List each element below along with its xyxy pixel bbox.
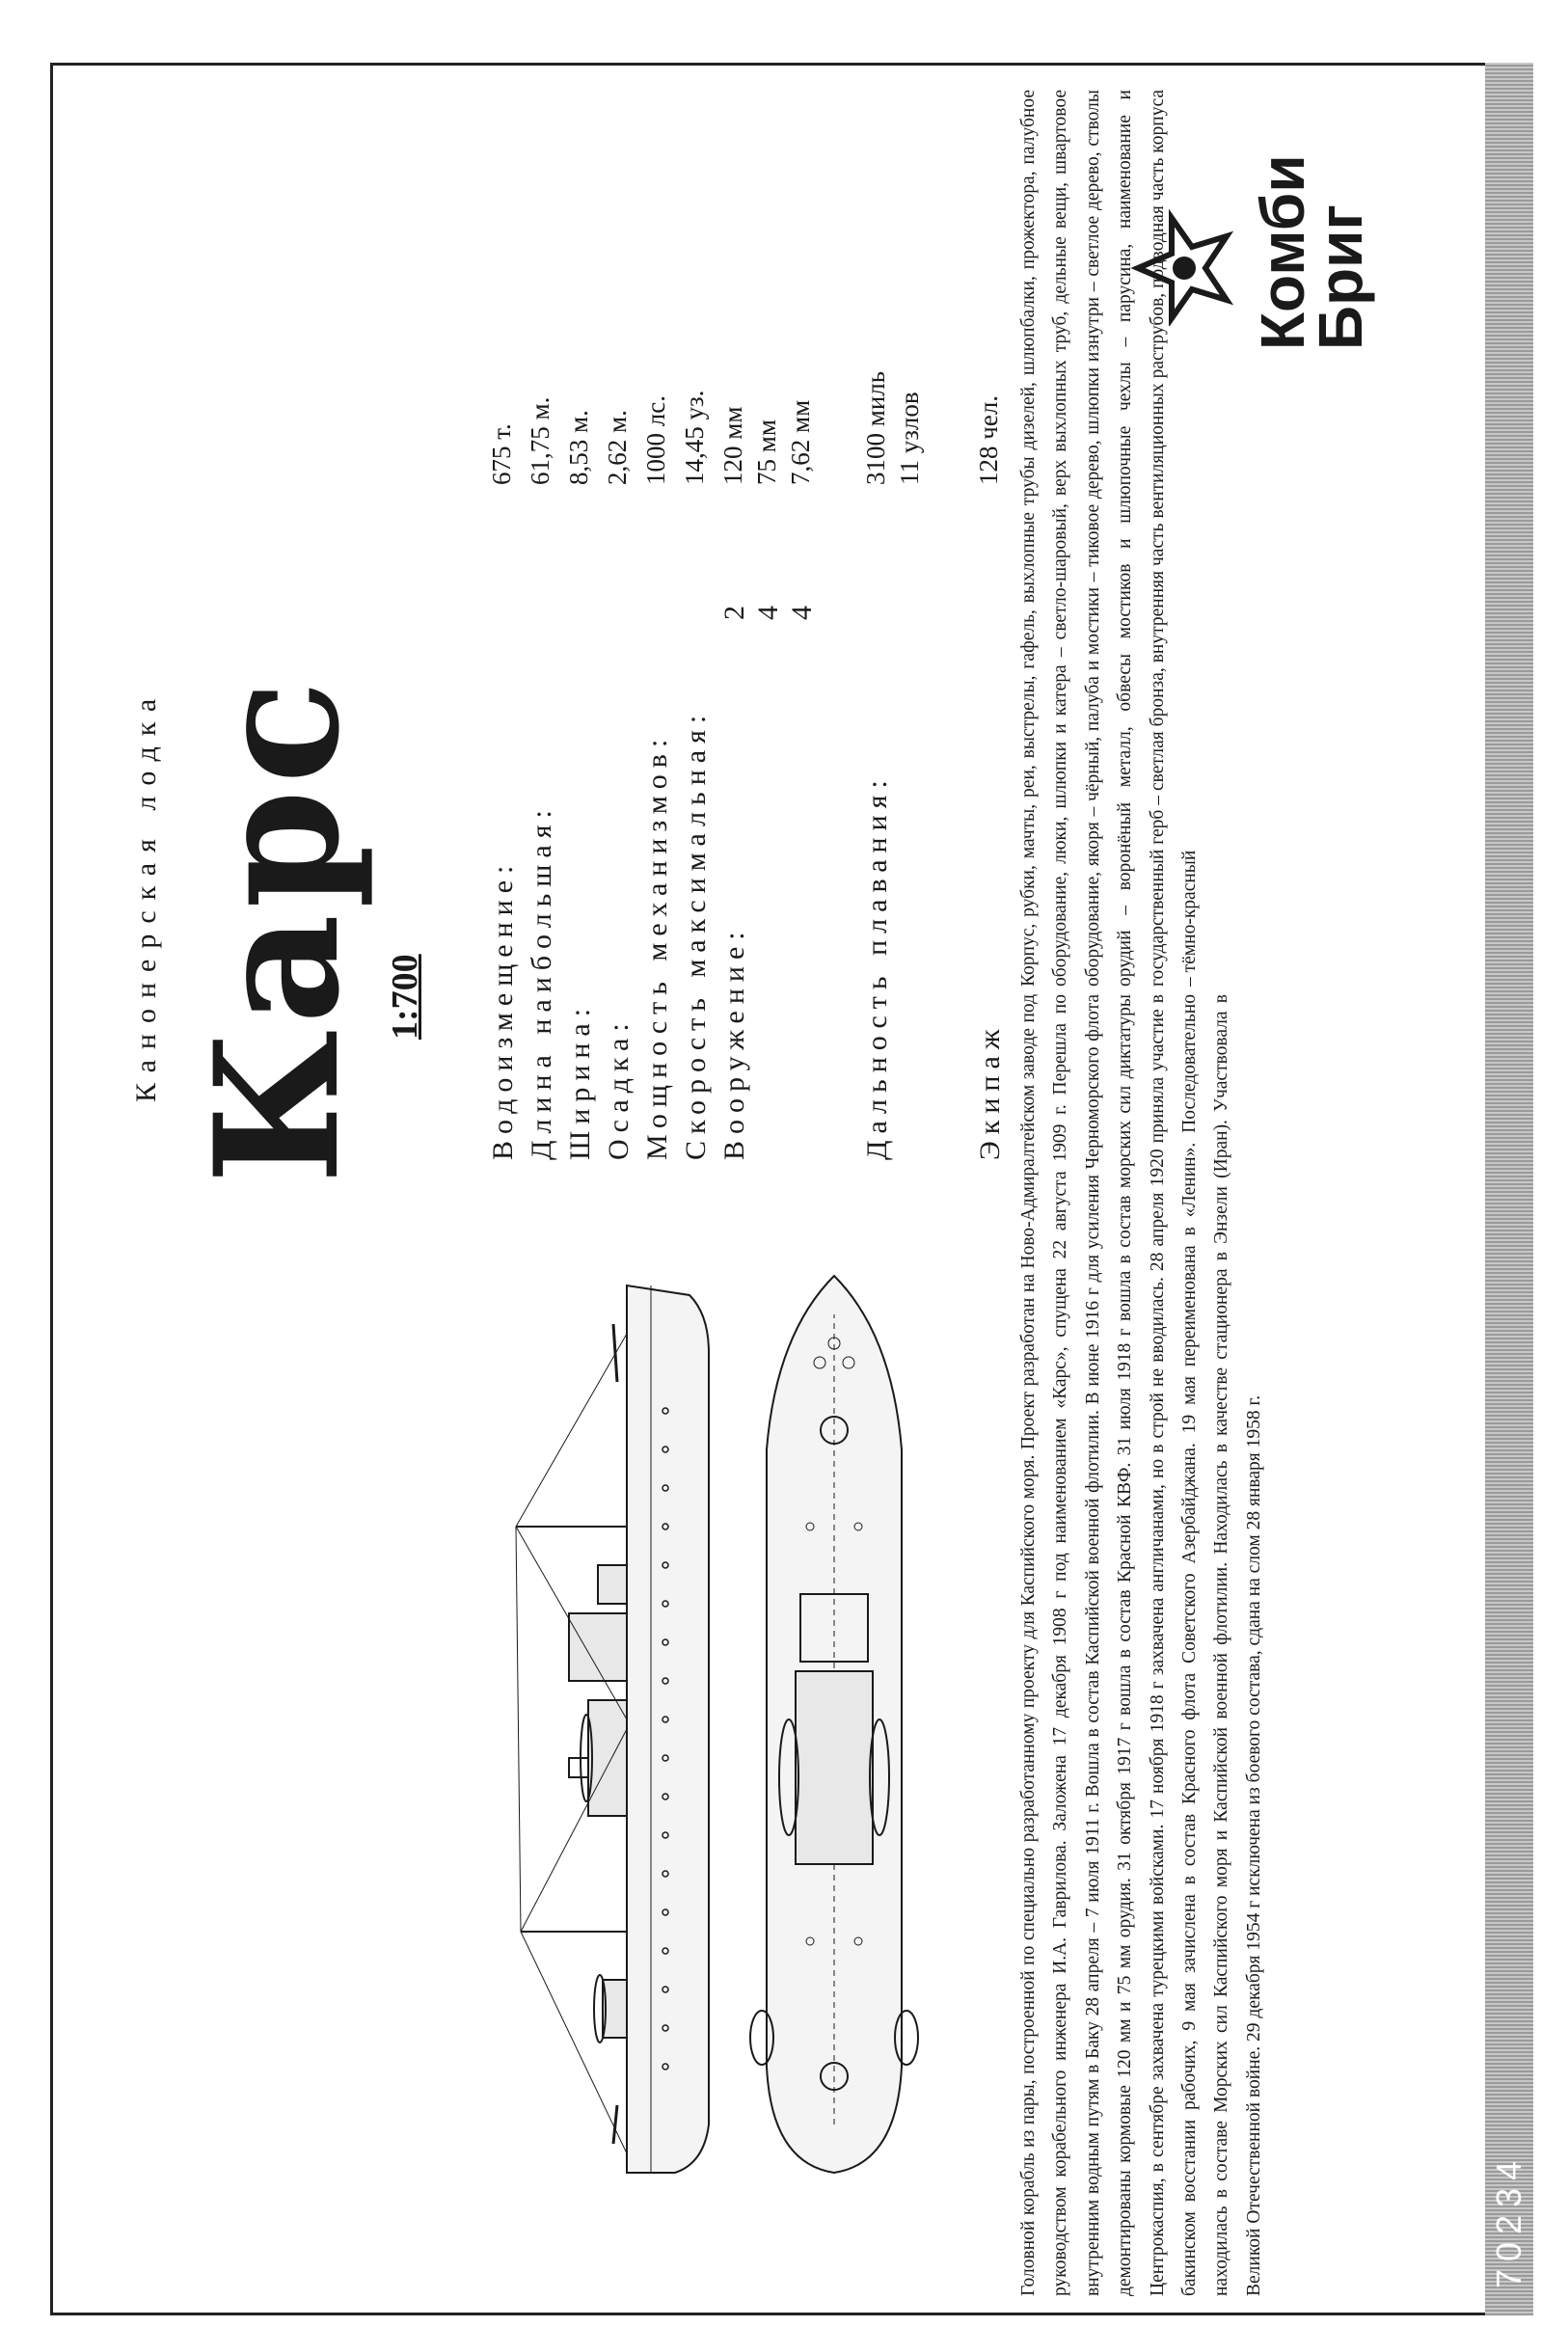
color-scheme-text: Корпус, рубки, мачты, реи, выстрелы, гафель, выхлопные трубы дизелей, шлюпбалки, прожектора, палубное оборудование, люки, шлюпки и катера – светло-шаровый, верх выхлопных труб, дельные вещи, швартовое оборудование, якоря – чёрный, палуба и мостики – тиковое дерево, шлюпки изнутри – светлое дерево, стволы орудий – воронёный металл, обвесы мостиков и шлюпочные чехлы – парусина, наименование и государственный герб – светлая бронза, внутренняя часть вентиляционных раструбов, подводная часть корпуса – тёмно-красный (1018, 90, 1201, 987)
spec-row (680, 292, 718, 1160)
spec-label: Экипаж (974, 1022, 1006, 1160)
brand-line-1: Комби (1248, 154, 1317, 350)
history-text: Головной корабль из пары, построенной по специально разработанному проекту для Каспийского моря. Проект разработан на Ново-Адмиралтейском заводе под руководством корабельного инженера И.А. Гаврилова. Заложена 17 декабря 1908 г под наименованием «Карс», спущена 22 августа 1909 г. Перешла по внутренним водным путям в Баку 28 апреля – 7 июля 1911 г. Вошла в состав Каспийской военной флотилии. В июне 1916 г для усиления Черноморского флота демонтированы кормовые 120 мм и 75 мм орудия. 31 октября 1917 г вошла в состав Красной КВФ. 31 июля 1918 г вошла в состав морских сил диктатуры Центрокаспия, в сентябре захвачена турецкими войсками. 17 ноября 1918 г захвачена англичанами, но в строй не вводилась. 28 апреля 1920 приняла участие в бакинском восстании рабочих, 9 мая зачислена в состав Красного флота Советского Азербайджана. 19 мая переименована в «Ленин». Последовательно находилась в составе Морских сил Каспийского моря и Каспийской военной флотилии. Находилась в качестве стационера в Энзели (Иран). Участвовала в Великой Отечественной войне. 29 декабря 1954 г исключена из боевого состава, сдана на слом 28 января 1958 г. (1018, 994, 1264, 2296)
spec-count: 4 (786, 606, 818, 620)
spec-label: Осадка: (603, 1016, 635, 1160)
spec-count: 2 (718, 606, 750, 620)
spec-value: 75 мм (752, 419, 781, 485)
spec-value: 1000 лс. (641, 395, 670, 485)
vessel-name-title: Карс (177, 674, 377, 1184)
spec-row (974, 292, 1013, 1160)
spec-row (641, 292, 680, 1160)
hull-shape (627, 1285, 709, 2173)
spec-count: 4 (752, 606, 784, 620)
spec-row (718, 292, 757, 1160)
ship-deck-plan-drawing (733, 1266, 935, 2182)
vessel-type: Канонерская лодка (130, 688, 162, 1102)
spec-value: 8,53 м. (564, 410, 593, 485)
bottom-strip (1485, 63, 1533, 2315)
spec-value: 61,75 м. (526, 396, 554, 485)
spec-row (861, 292, 900, 1160)
ship-side-profile-drawing (511, 1266, 723, 2182)
spec-label: Длина наибольшая: (526, 803, 557, 1160)
spec-label: Ширина: (564, 1001, 596, 1160)
spec-label: Дальность плавания: (861, 773, 893, 1160)
spec-label: Водоизмещение: (487, 858, 519, 1160)
spec-row (487, 292, 526, 1160)
spec-row (603, 292, 641, 1160)
spec-label: Скорость максимальная: (680, 708, 712, 1160)
scale-label: 1:700 (385, 954, 425, 1040)
spec-row (752, 292, 791, 1160)
spec-row (526, 292, 564, 1160)
spec-value: 675 т. (487, 423, 516, 485)
spec-value: 2,62 м. (603, 410, 632, 485)
spec-value: 11 узлов (895, 392, 924, 485)
spec-value: 14,45 уз. (680, 390, 709, 485)
brand-name (1248, 154, 1375, 350)
spec-value: 7,62 мм (786, 399, 815, 485)
spec-value: 120 мм (718, 406, 747, 485)
spec-row (895, 292, 933, 1160)
spec-value: 3100 миль (861, 370, 890, 485)
product-code: 70234 (1489, 2152, 1528, 2288)
spec-value: 128 чел. (974, 394, 1003, 485)
spec-label: Мощность механизмов: (641, 732, 673, 1160)
spec-row (786, 292, 825, 1160)
spec-label: Вооружение: (718, 925, 750, 1160)
brand-line-2: Бриг (1306, 203, 1375, 350)
spec-row (564, 292, 603, 1160)
